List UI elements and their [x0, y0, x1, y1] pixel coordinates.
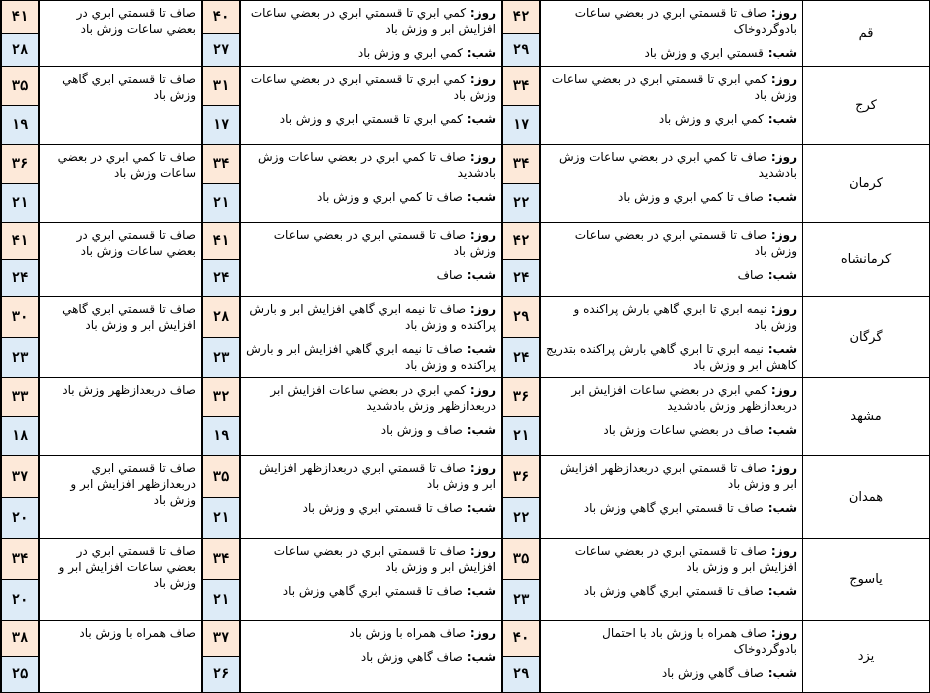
forecast-description [541, 297, 803, 378]
forecast-description [541, 66, 803, 144]
day-label: روز: [770, 149, 797, 164]
day-forecast [245, 460, 496, 492]
day-label: روز: [469, 302, 496, 317]
day-text: کمي ابري تا قسمتي ابري در بعضي ساعات افزايش ابر و وزش باد [250, 6, 496, 36]
night-label: شب: [466, 501, 496, 516]
night-forecast [545, 189, 797, 205]
max-temperature: ۳۴ [202, 145, 240, 184]
min-temperature: ۲۵ [1, 657, 39, 692]
day-text: صاف همراه با وزش باد [349, 625, 467, 640]
city-row [1, 378, 930, 456]
city-row [1, 223, 930, 297]
temperature-box [202, 378, 240, 455]
forecast-description [541, 620, 803, 692]
forecast-description [40, 223, 202, 297]
temperature-cell [202, 620, 241, 692]
night-label: شب: [466, 189, 496, 204]
forecast-description [541, 378, 803, 456]
max-temperature: ۳۶ [1, 145, 39, 184]
city-row [1, 1, 930, 67]
night-forecast [545, 111, 797, 127]
city-row [1, 297, 930, 378]
city-row [1, 66, 930, 144]
day-text: صاف تا کمي ابري در بعضي ساعات وزش بادشديد [258, 149, 496, 180]
day-text: صاف تا نيمه ابري گاهي افزايش ابر و بارش پراکنده و وزش باد [249, 302, 496, 333]
day-label: روز: [469, 71, 496, 86]
min-temperature: ۲۳ [502, 580, 540, 620]
forecast-description [40, 620, 202, 692]
night-text: صاف و وزش باد [380, 423, 463, 438]
spacer [545, 414, 797, 422]
forecast-body [1, 1, 930, 693]
day-label: روز: [770, 228, 797, 243]
city-name: کرج [803, 66, 930, 144]
temperature-box [502, 223, 540, 296]
max-temperature: ۳۰ [1, 297, 39, 338]
day-text: کمي ابري در بعضي ساعات افزايش ابر دربعدازظهر وزش بادشديد [571, 383, 797, 414]
temperature-box [1, 223, 39, 296]
temperature-cell [1, 378, 40, 456]
max-temperature: ۳۶ [502, 456, 540, 497]
temperature-cell [202, 144, 241, 222]
night-text: کمي ابري تا قسمتي ابري و وزش باد [279, 111, 463, 126]
temperature-box [502, 145, 540, 222]
day-text: کمي ابري تا قسمتي ابري در بعضي ساعات وزش باد [250, 71, 496, 102]
min-temperature: ۲۲ [502, 184, 540, 222]
spacer [245, 333, 496, 341]
day-text: صاف تا قسمتي ابري در بعضي ساعات وزش باد [574, 228, 797, 259]
max-temperature: ۲۸ [202, 297, 240, 338]
night-forecast [245, 45, 496, 61]
spacer [245, 103, 496, 111]
min-temperature: ۲۱ [202, 184, 240, 222]
day-label: روز: [469, 149, 496, 164]
day-text: کمي ابري در بعضي ساعات افزايش ابر دربعدازظهر وزش بادشديد [270, 383, 496, 414]
temperature-box [202, 1, 240, 66]
night-forecast [245, 341, 496, 373]
temperature-box [502, 297, 540, 377]
temperature-cell [1, 456, 40, 538]
temperature-cell [502, 1, 541, 67]
day-text: صاف تا قسمتي ابري دربعدازظهر افزايش ابر و وزش باد [559, 461, 797, 492]
max-temperature: ۳۱ [202, 67, 240, 106]
max-temperature: ۴۰ [202, 1, 240, 34]
forecast-text: صاف تا قسمتي ابري دربعدازظهر افزايش ابر و وزش باد [70, 461, 196, 508]
temperature-box [502, 456, 540, 537]
max-temperature: ۴۲ [502, 223, 540, 260]
spacer [245, 37, 496, 45]
night-forecast [545, 665, 797, 681]
day-text: صاف تا قسمتي ابري در بعضي ساعات افزايش ابر و وزش باد [273, 543, 496, 574]
min-temperature: ۲۳ [1, 338, 39, 378]
night-forecast [245, 267, 496, 283]
spacer [545, 333, 797, 341]
temperature-cell [202, 223, 241, 297]
min-temperature: ۱۸ [1, 417, 39, 455]
day-forecast [245, 149, 496, 181]
night-text: قسمتي ابري و وزش باد [644, 46, 764, 60]
temperature-cell [502, 223, 541, 297]
temperature-box [1, 539, 39, 620]
night-text: صاف تا نيمه ابري گاهي افزايش ابر و بارش پراکنده و وزش باد [246, 342, 496, 373]
temperature-box [1, 67, 39, 144]
temperature-box [1, 378, 39, 455]
city-name: يزد [803, 620, 930, 692]
forecast-description [241, 456, 502, 538]
max-temperature: ۳۴ [202, 539, 240, 580]
min-temperature: ۲۴ [502, 338, 540, 378]
night-text: صاف در بعضي ساعات وزش باد [603, 423, 764, 438]
min-temperature: ۲۴ [502, 260, 540, 296]
max-temperature: ۳۳ [1, 378, 39, 417]
max-temperature: ۴۲ [502, 1, 540, 34]
min-temperature: ۲۱ [202, 498, 240, 538]
city-row [1, 456, 930, 538]
forecast-description [241, 297, 502, 378]
day-forecast [545, 543, 797, 575]
temperature-cell [202, 1, 241, 67]
temperature-box [502, 539, 540, 620]
min-temperature: ۲۹ [502, 657, 540, 692]
night-forecast [545, 583, 797, 599]
max-temperature: ۳۵ [1, 67, 39, 106]
forecast-description [40, 297, 202, 378]
max-temperature: ۴۱ [1, 1, 39, 34]
temperature-box [1, 1, 39, 66]
temperature-box [202, 456, 240, 537]
night-text: صاف تا کمي ابري و وزش باد [316, 189, 463, 204]
min-temperature: ۲۱ [1, 184, 39, 222]
city-row [1, 144, 930, 222]
night-forecast [545, 267, 797, 283]
day-label: روز: [469, 461, 496, 476]
min-temperature: ۲۷ [202, 34, 240, 66]
night-text: صاف تا قسمتي ابري و وزش باد [302, 501, 463, 516]
temperature-box [1, 297, 39, 377]
temperature-cell [502, 456, 541, 538]
forecast-description [241, 144, 502, 222]
city-name: مشهد [803, 378, 930, 456]
min-temperature: ۲۶ [202, 657, 240, 692]
day-text: صاف تا قسمتي ابري دربعدازظهر افزايش ابر و وزش باد [258, 461, 496, 492]
day-label: روز: [770, 461, 797, 476]
night-text: صاف تا قسمتي ابري گاهي وزش باد [583, 501, 764, 516]
max-temperature: ۳۸ [1, 621, 39, 657]
temperature-cell [202, 456, 241, 538]
night-text: کمي ابري و وزش باد [658, 111, 764, 126]
min-temperature: ۲۰ [1, 498, 39, 538]
temperature-box [502, 621, 540, 692]
night-label: شب: [466, 342, 496, 357]
max-temperature: ۴۱ [202, 223, 240, 260]
day-forecast [245, 71, 496, 103]
forecast-text: صاف تا قسمتي ابري در بعضي ساعات وزش باد [76, 6, 196, 36]
day-forecast [245, 625, 496, 641]
night-label: شب: [767, 342, 797, 357]
temperature-box [202, 67, 240, 144]
day-forecast [545, 227, 797, 259]
max-temperature: ۴۰ [502, 621, 540, 657]
spacer [545, 657, 797, 665]
night-forecast [545, 422, 797, 438]
max-temperature: ۳۴ [502, 67, 540, 106]
temperature-cell [1, 538, 40, 620]
day-label: روز: [770, 543, 797, 558]
night-label: شب: [767, 423, 797, 438]
spacer [545, 259, 797, 267]
temperature-cell [202, 538, 241, 620]
forecast-description [40, 144, 202, 222]
spacer [245, 414, 496, 422]
day-text: صاف تا قسمتي ابري در بعضي ساعات وزش باد [273, 228, 496, 259]
city-name: کرمان [803, 144, 930, 222]
max-temperature: ۳۶ [502, 378, 540, 417]
day-text: صاف تا کمي ابري در بعضي ساعات وزش بادشديد [559, 149, 797, 180]
night-label: شب: [466, 46, 496, 60]
city-name: کرمانشاه [803, 223, 930, 297]
day-label: روز: [469, 543, 496, 558]
night-label: شب: [767, 111, 797, 126]
max-temperature: ۳۵ [202, 456, 240, 497]
max-temperature: ۳۴ [502, 145, 540, 184]
spacer [245, 575, 496, 583]
temperature-cell [202, 378, 241, 456]
max-temperature: ۳۲ [202, 378, 240, 417]
spacer [545, 37, 797, 45]
spacer [245, 181, 496, 189]
day-text: صاف تا قسمتي ابري در بعضي ساعات بادوگردوخاک [574, 6, 797, 36]
spacer [245, 259, 496, 267]
max-temperature: ۳۵ [502, 539, 540, 580]
night-forecast [245, 111, 496, 127]
night-forecast [245, 189, 496, 205]
forecast-description [40, 1, 202, 67]
temperature-cell [1, 297, 40, 378]
forecast-text: صاف تا قسمتي ابري در بعضي ساعات افزايش ابر و وزش باد [58, 543, 196, 590]
max-temperature: ۴۱ [1, 223, 39, 260]
night-label: شب: [466, 583, 496, 598]
forecast-text: صاف تا قسمتي ابري گاهي وزش باد [62, 71, 196, 102]
day-forecast [245, 543, 496, 575]
forecast-description [541, 538, 803, 620]
temperature-cell [1, 223, 40, 297]
day-forecast [245, 5, 496, 37]
min-temperature: ۱۹ [202, 417, 240, 455]
max-temperature: ۲۹ [502, 297, 540, 338]
min-temperature: ۲۸ [1, 34, 39, 66]
night-label: شب: [767, 46, 797, 60]
min-temperature: ۲۰ [1, 580, 39, 620]
temperature-box [202, 223, 240, 296]
day-forecast [245, 301, 496, 333]
day-forecast [545, 149, 797, 181]
temperature-box [1, 145, 39, 222]
day-label: روز: [469, 6, 496, 20]
night-label: شب: [767, 501, 797, 516]
temperature-box [502, 67, 540, 144]
forecast-description [541, 144, 803, 222]
min-temperature: ۱۷ [202, 106, 240, 144]
temperature-box [1, 456, 39, 537]
temperature-cell [502, 297, 541, 378]
temperature-box [1, 621, 39, 692]
min-temperature: ۲۲ [502, 498, 540, 538]
night-text: صاف تا قسمتي ابري گاهي وزش باد [583, 583, 764, 598]
temperature-cell [1, 144, 40, 222]
night-forecast [245, 649, 496, 665]
night-label: شب: [767, 268, 797, 283]
forecast-description [40, 66, 202, 144]
min-temperature: ۲۳ [202, 338, 240, 378]
day-label: روز: [770, 6, 797, 20]
spacer [545, 181, 797, 189]
forecast-text: صاف تا کمي ابري در بعضي ساعات وزش باد [57, 149, 196, 180]
city-row [1, 538, 930, 620]
min-temperature: ۲۱ [502, 417, 540, 455]
forecast-text: صاف همراه با وزش باد [79, 625, 196, 640]
day-text: صاف همراه با وزش باد با احتمال بادوگردوخاک [602, 625, 797, 656]
night-forecast [245, 422, 496, 438]
temperature-cell [1, 620, 40, 692]
forecast-text: صاف دربعدازظهر وزش باد [62, 383, 196, 398]
city-name: گرگان [803, 297, 930, 378]
night-text: صاف گاهي وزش باد [661, 665, 764, 680]
spacer [245, 641, 496, 649]
night-text: صاف [436, 268, 463, 283]
day-forecast [545, 625, 797, 657]
temperature-cell [502, 620, 541, 692]
day-forecast [245, 382, 496, 414]
temperature-box [502, 1, 540, 66]
city-row [1, 620, 930, 692]
temperature-cell [1, 66, 40, 144]
day-text: صاف تا قسمتي ابري در بعضي ساعات افزايش ابر و وزش باد [574, 543, 797, 574]
night-label: شب: [466, 649, 496, 664]
min-temperature: ۲۹ [502, 34, 540, 66]
min-temperature: ۲۱ [202, 580, 240, 620]
night-text: صاف گاهي وزش باد [360, 649, 463, 664]
night-label: شب: [466, 268, 496, 283]
night-text: صاف تا کمي ابري و وزش باد [617, 189, 764, 204]
max-temperature: ۳۷ [202, 621, 240, 657]
night-forecast [545, 45, 797, 61]
night-text: نيمه ابري تا ابري گاهي بارش پراکنده بتدريج کاهش ابر و وزش باد [545, 342, 797, 373]
temperature-cell [502, 66, 541, 144]
forecast-text: صاف تا قسمتي ابري گاهي افزايش ابر و وزش باد [62, 302, 196, 333]
day-label: روز: [770, 625, 797, 640]
forecast-description [241, 378, 502, 456]
day-forecast [545, 5, 797, 37]
forecast-description [40, 378, 202, 456]
night-label: شب: [466, 423, 496, 438]
min-temperature: ۱۹ [1, 106, 39, 144]
night-forecast [545, 341, 797, 373]
temperature-box [202, 539, 240, 620]
spacer [545, 103, 797, 111]
day-text: کمي ابري تا قسمتي ابري در بعضي ساعات وزش باد [551, 71, 797, 102]
temperature-box [202, 621, 240, 692]
forecast-description [241, 620, 502, 692]
temperature-cell [202, 66, 241, 144]
day-forecast [245, 227, 496, 259]
day-forecast [545, 301, 797, 333]
min-temperature: ۲۴ [1, 260, 39, 296]
forecast-description [241, 223, 502, 297]
temperature-cell [202, 297, 241, 378]
temperature-cell [502, 538, 541, 620]
night-label: شب: [767, 583, 797, 598]
forecast-description [40, 538, 202, 620]
day-label: روز: [770, 383, 797, 398]
forecast-description [241, 66, 502, 144]
spacer [245, 492, 496, 500]
forecast-description [241, 1, 502, 67]
forecast-description [40, 456, 202, 538]
city-name: ياسوج [803, 538, 930, 620]
day-label: روز: [469, 228, 496, 243]
day-label: روز: [770, 71, 797, 86]
temperature-cell [1, 1, 40, 67]
forecast-description [241, 538, 502, 620]
max-temperature: ۳۷ [1, 456, 39, 497]
night-label: شب: [767, 189, 797, 204]
night-text: کمي ابري و وزش باد [357, 46, 463, 60]
temperature-cell [502, 144, 541, 222]
night-forecast [545, 500, 797, 516]
day-text: نيمه ابري تا ابري گاهي بارش پراکنده و وزش باد [573, 302, 797, 333]
temperature-box [502, 378, 540, 455]
day-forecast [545, 460, 797, 492]
day-label: روز: [469, 383, 496, 398]
min-temperature: ۲۴ [202, 260, 240, 296]
temperature-box [202, 297, 240, 377]
spacer [545, 492, 797, 500]
night-forecast [245, 583, 496, 599]
min-temperature: ۱۷ [502, 106, 540, 144]
forecast-description [541, 223, 803, 297]
night-label: شب: [767, 665, 797, 680]
night-text: صاف تا قسمتي ابري گاهي وزش باد [282, 583, 463, 598]
temperature-cell [502, 378, 541, 456]
night-forecast [245, 500, 496, 516]
day-label: روز: [770, 302, 797, 317]
forecast-text: صاف تا قسمتي ابري در بعضي ساعات وزش باد [76, 228, 196, 259]
temperature-box [202, 145, 240, 222]
day-forecast [545, 382, 797, 414]
city-name: همدان [803, 456, 930, 538]
forecast-description [541, 1, 803, 67]
night-text: صاف [737, 268, 764, 283]
day-label: روز: [469, 625, 496, 640]
spacer [545, 575, 797, 583]
day-forecast [545, 71, 797, 103]
max-temperature: ۳۴ [1, 539, 39, 580]
night-label: شب: [466, 111, 496, 126]
forecast-description [541, 456, 803, 538]
city-name: قم [803, 1, 930, 67]
